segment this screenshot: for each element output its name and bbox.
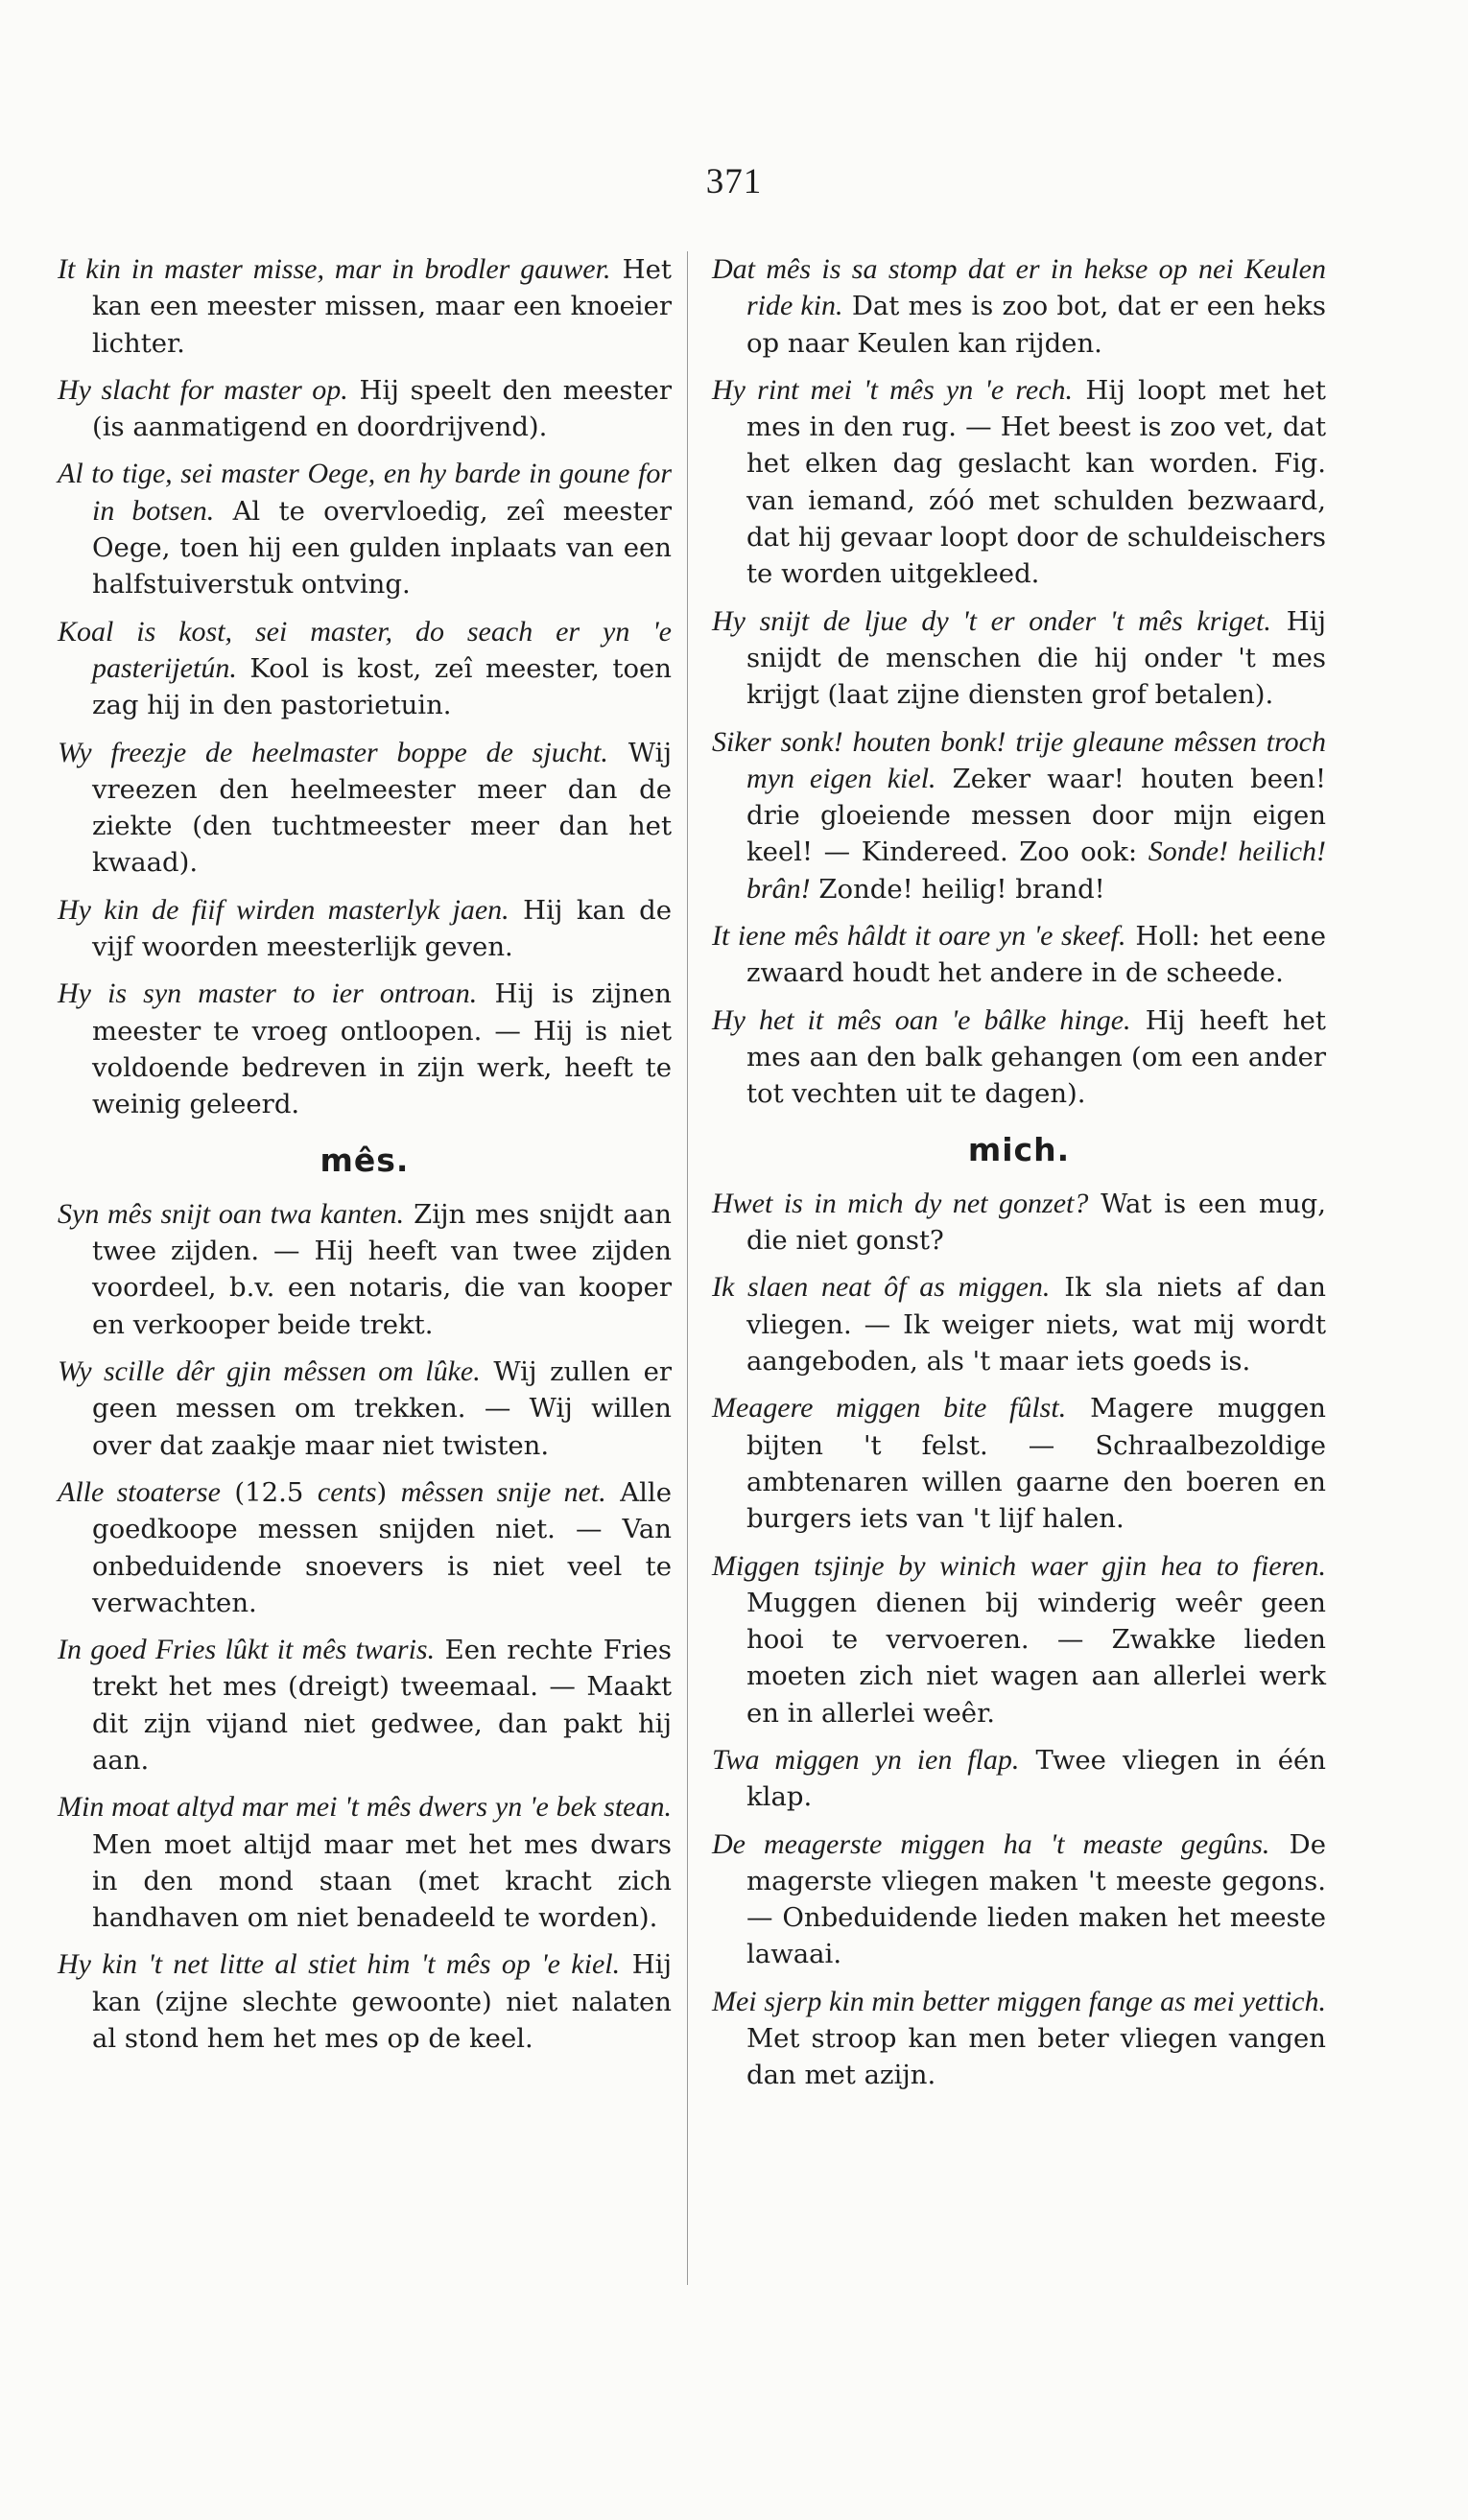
left-column xyxy=(58,251,672,2067)
proverb-entry xyxy=(58,1354,672,1464)
dutch-translation: Zonde! heilig! brand! xyxy=(810,873,1105,905)
proverb-entry xyxy=(712,918,1326,992)
frisian-phrase: Koal is kost, sei master, do seach er yn 'e pasterijetún. xyxy=(58,615,672,684)
frisian-phrase: Hwet is in mich dy net gonzet? xyxy=(712,1187,1089,1219)
dutch-translation: De magerste vliegen maken 't meeste gegons. — Onbeduidende lieden maken het meeste lawaai. xyxy=(746,1828,1326,1970)
page-number: 371 xyxy=(705,162,763,201)
dutch-translation: Hij snijdt de menschen die hij onder 't mes krijgt (laat zijne diensten grof betalen). xyxy=(746,605,1327,711)
dutch-translation: Men moet altijd maar met het mes dwars in den mond staan (met kracht zich handhaven om niet benadeeld te worden). xyxy=(92,1828,672,1934)
proverb-entry xyxy=(712,1390,1326,1537)
frisian-phrase: Al to tige, sei master Oege, en hy barde in goune for in botsen. xyxy=(58,458,672,527)
frisian-phrase: It kin in master misse, mar in brodler gauwer. xyxy=(58,253,611,285)
right-column xyxy=(712,251,1326,2105)
frisian-phrase: Wy scille dêr gjin mêssen om lûke. xyxy=(58,1355,481,1388)
frisian-phrase: It iene mês hâldt it oare yn 'e skeef. xyxy=(712,920,1126,953)
dutch-translation: Een rechte Fries trekt het mes (dreigt) tweemaal. — Maakt dit zijn vijand niet gedwee, dan pakt hij aan. xyxy=(92,1635,672,1776)
dutch-translation: Wat is een mug, die niet gonst? xyxy=(746,1188,1326,1257)
dutch-translation: Hij heeft het mes aan den balk gehangen (om een ander tot vechten uit te dagen). xyxy=(746,1004,1326,1110)
dutch-translation: Wij vreezen den heelmeester meer dan de ziekte (den tuchtmeester meer dan het kwaad). xyxy=(92,737,672,879)
dutch-translation: Alle goedkoope messen snijden niet. — Van onbeduidende snoevers is niet veel te verwachten. xyxy=(92,1476,672,1618)
dutch-translation: Zijn mes snijdt aan twee zijden. — Hij heeft van twee zijden voordeel, b.v. een notaris, die van kooper en verkooper beide trekt. xyxy=(92,1198,673,1340)
proverb-entry xyxy=(58,251,672,362)
proverb-entry xyxy=(58,456,672,602)
dutch-translation: Dat mes is zoo bot, dat er een heks op naar Keulen kan rijden. xyxy=(746,291,1326,359)
proverb-entry xyxy=(58,372,672,446)
proverb-entry xyxy=(58,892,672,966)
frisian-phrase: Wy freezje de heelmaster boppe de sjucht. xyxy=(58,736,608,768)
column-divider xyxy=(687,251,688,2285)
proverb-entry xyxy=(58,614,672,724)
frisian-phrase: Sonde! heilich! brân! xyxy=(746,836,1326,905)
dutch-translation: (12.5 xyxy=(220,1476,318,1508)
proverb-entry xyxy=(712,372,1326,593)
frisian-phrase: Mei sjerp kin min better miggen fange as mei yettich. xyxy=(712,1985,1326,2017)
proverb-entry xyxy=(58,976,672,1122)
frisian-phrase: Syn mês snijt oan twa kanten. xyxy=(58,1197,405,1230)
proverb-entry xyxy=(712,1269,1326,1379)
frisian-phrase: Miggen tsjinje by winich waer gjin hea to fieren. xyxy=(712,1549,1326,1582)
frisian-phrase: Hy is syn master to ier ontroan. xyxy=(58,977,478,1010)
dutch-translation: Holl: het eene zwaard houdt het andere in de scheede. xyxy=(746,921,1326,989)
frisian-phrase: Hy snijt de ljue dy 't er onder 't mês kriget. xyxy=(712,604,1271,637)
dutch-translation: Hij speelt den meester (is aanmatigend en doordrijvend). xyxy=(92,374,672,443)
proverb-entry xyxy=(712,1548,1326,1731)
proverb-entry xyxy=(58,1474,672,1621)
dutch-translation: Het kan een meester missen, maar een knoeier lichter. xyxy=(92,254,672,359)
section-heading: mich. xyxy=(967,1130,1071,1168)
dutch-translation: Hij kan (zijne slechte gewoonte) niet nalaten al stond hem het mes op de keel. xyxy=(92,1949,672,2055)
section-heading: mês. xyxy=(320,1141,410,1179)
proverb-entry xyxy=(712,603,1326,714)
proverb-entry xyxy=(58,1196,672,1343)
dutch-translation: Ik sla niets af dan vliegen. — Ik weiger niets, wat mij wordt aangeboden, als 't maar iets goeds is. xyxy=(746,1272,1326,1378)
frisian-phrase: De meagerste miggen ha 't measte gegûns. xyxy=(712,1827,1270,1860)
frisian-phrase: Alle stoaterse xyxy=(58,1475,221,1508)
frisian-phrase: mêssen snije net. xyxy=(400,1475,606,1508)
dutch-translation: Al te overvloedig, zeî meester Oege, toen hij een gulden inplaats van een halfstuiverstuk ontving. xyxy=(92,495,673,601)
dutch-translation: Hij is zijnen meester te vroeg ontloopen. — Hij is niet voldoende bedreven in zijn werk, heeft te weinig geleerd. xyxy=(92,978,672,1120)
frisian-phrase: Hy het it mês oan 'e bâlke hinge. xyxy=(712,1003,1131,1036)
frisian-phrase: Ik slaen neat ôf as miggen. xyxy=(712,1271,1051,1304)
frisian-phrase: Hy rint mei 't mês yn 'e rech. xyxy=(712,373,1074,406)
proverb-entry xyxy=(712,1186,1326,1260)
dutch-translation: Wij zullen er geen messen om trekken. — Wij willen over dat zaakje maar niet twisten. xyxy=(92,1356,672,1461)
frisian-phrase: Siker sonk! houten bonk! trije gleaune mêssen troch myn eigen kiel. xyxy=(712,725,1326,794)
frisian-phrase: Dat mês is sa stomp dat er in hekse op nei Keulen ride kin. xyxy=(712,253,1326,322)
proverb-entry xyxy=(712,1984,1326,2094)
dutch-translation: Met stroop kan men beter vliegen vangen dan met azijn. xyxy=(746,2023,1326,2091)
proverb-entry xyxy=(712,1742,1326,1816)
proverb-entry xyxy=(712,1826,1326,1973)
frisian-phrase: Meagere miggen bite fûlst. xyxy=(712,1392,1067,1425)
frisian-phrase: In goed Fries lûkt it mês twaris. xyxy=(58,1634,436,1666)
frisian-phrase: Twa miggen yn ien flap. xyxy=(712,1743,1020,1776)
proverb-entry xyxy=(58,1632,672,1778)
dutch-translation: Hij loopt met het mes in den rug. — Het beest is zoo vet, dat het elken dag geslacht kan worden. Fig. van iemand, zóó met schulden bezwaard, dat hij gevaar loopt door de schuldeischers te worden uitgekleed. xyxy=(746,374,1326,590)
dutch-translation: Hij kan de vijf woorden meesterlijk geven. xyxy=(92,894,672,963)
proverb-entry xyxy=(712,1002,1326,1113)
dutch-translation: Magere muggen bijten 't felst. — Schraalbezoldige ambtenaren willen gaarne den boeren en burgers iets van 't lijf halen. xyxy=(746,1393,1326,1535)
proverb-entry xyxy=(712,251,1326,362)
frisian-phrase: cents xyxy=(317,1475,377,1508)
dutch-translation: Zeker waar! houten been! drie gloeiende messen door mijn eigen keel! — Kindereed. Zoo ook: xyxy=(746,763,1327,868)
frisian-phrase: Hy slacht for master op. xyxy=(58,373,348,406)
dutch-translation: Twee vliegen in één klap. xyxy=(746,1744,1326,1813)
frisian-phrase: Hy kin 't net litte al stiet him 't mês op 'e kiel. xyxy=(58,1948,621,1981)
frisian-phrase: Hy kin de fiif wirden masterlyk jaen. xyxy=(58,893,509,926)
dutch-translation: Kool is kost, zeî meester, toen zag hij in den pastorietuin. xyxy=(92,652,672,721)
proverb-entry xyxy=(712,724,1326,907)
proverb-entry xyxy=(58,1946,672,2057)
frisian-phrase: Min moat altyd mar mei 't mês dwers yn 'e bek stean. xyxy=(58,1791,672,1824)
proverb-entry xyxy=(58,1789,672,1936)
dutch-translation: ) xyxy=(376,1476,401,1508)
proverb-entry xyxy=(58,735,672,882)
dutch-translation: Muggen dienen bij winderig weêr geen hooi te vervoeren. — Zwakke lieden moeten zich niet wagen aan allerlei werk en in allerlei weêr. xyxy=(746,1587,1326,1729)
